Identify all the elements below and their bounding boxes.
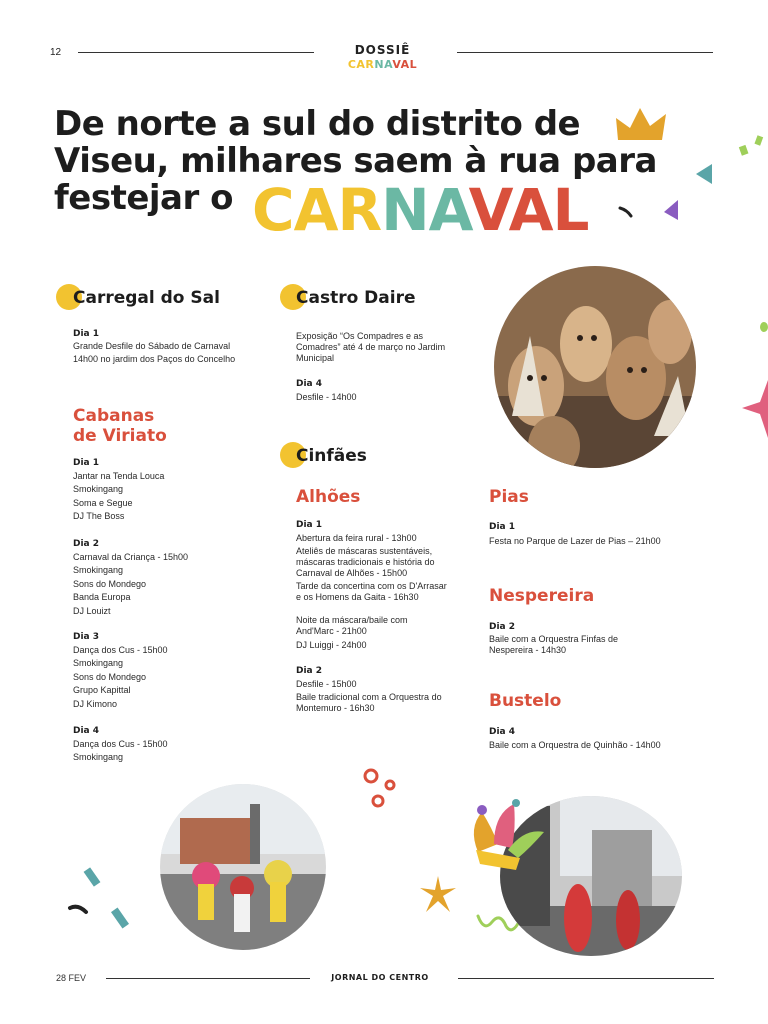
event-item: DJ Louizt	[73, 605, 111, 616]
apostrophe-icon	[618, 204, 634, 220]
event-item: Sons do Mondego	[73, 671, 147, 682]
alhoes-title: Alhões	[296, 487, 361, 507]
event-item: Soma e Segue	[73, 497, 133, 508]
event-item: Jantar na Tenda Louca	[73, 471, 165, 481]
headline-car: CAR	[252, 176, 382, 244]
triangle-purple-icon	[660, 198, 680, 222]
event-item: Smokingang	[73, 484, 124, 495]
footer-date: 28 FEV	[56, 973, 87, 983]
dot-green-icon	[756, 320, 768, 334]
alhoes-item: Baile tradicional com a Orquestra do Montemuro - 16h30	[296, 692, 442, 713]
bustelo-item: Baile com a Orquestra de Quinhão - 14h00	[489, 740, 661, 750]
alhoes-day1: Dia 1	[296, 520, 323, 530]
event-item: Smokingang	[73, 752, 124, 763]
event-item: Dança dos Cus - 15h00	[73, 739, 168, 749]
confetti-teal-icon	[66, 860, 140, 940]
alhoes-item: DJ Luiggi - 24h00	[296, 640, 367, 650]
cabanas-title-line1: Cabanas	[73, 406, 155, 426]
cabanas-title-line2: de Viriato	[73, 426, 167, 446]
cabanas-day-label: Dia 4	[73, 726, 100, 736]
nespereira-item: Baile com a Orquestra Finfas de Nespereira - 14h30	[489, 634, 619, 655]
cabanas-day-list	[73, 644, 168, 711]
cabanas-day-label: Dia 1	[73, 458, 100, 468]
confetti-green-icon	[738, 132, 768, 162]
carregal-day: Dia 1	[73, 329, 100, 339]
circles-red-icon	[360, 764, 400, 810]
page-number: 12	[50, 47, 62, 58]
section-word-car: CAR	[347, 58, 375, 71]
cabanas-day-list	[73, 551, 188, 618]
triangle-teal-icon	[694, 162, 714, 186]
nespereira-title: Nespereira	[489, 586, 595, 606]
carregal-line: Grande Desfile do Sábado de Carnaval	[73, 341, 231, 351]
headline-carnaval	[252, 176, 589, 244]
carregal-list	[73, 340, 235, 367]
alhoes-item: Tarde da concertina com os D'Arrasar e os Homens da Gaita - 16h30	[296, 581, 447, 602]
cabanas-title	[73, 406, 167, 446]
jester-hat-icon	[458, 798, 548, 874]
section-word	[325, 58, 440, 71]
section-header	[325, 43, 440, 71]
event-item: Smokingang	[73, 565, 124, 576]
headline-na: NA	[381, 176, 469, 244]
pias-title: Pias	[489, 487, 529, 507]
event-item: Banda Europa	[73, 592, 131, 603]
cabanas-day-label: Dia 3	[73, 632, 100, 642]
cabanas-day-list	[73, 738, 168, 765]
header-rule-right	[457, 52, 713, 53]
castro-item: Desfile - 14h00	[296, 392, 357, 402]
cabanas-day-label: Dia 2	[73, 539, 100, 549]
crown-icon	[614, 104, 670, 144]
header-rule-left	[78, 52, 314, 53]
headline: De norte a sul do distrito de Viseu, milhares saem à rua para festejar o	[54, 104, 657, 218]
castro-intro: Exposição “Os Compadres e as Comadres” até 4 de março no Jardim Municipal	[296, 331, 446, 363]
section-word-na: NA	[374, 58, 393, 71]
section-label: DOSSIÊ	[354, 43, 411, 57]
event-item: DJ The Boss	[73, 511, 125, 522]
event-item: Carnaval da Criança - 15h00	[73, 552, 189, 562]
footer-brand: JORNAL DO CENTRO	[331, 973, 429, 982]
carregal-title: Carregal do Sal	[73, 288, 220, 308]
footer-rule-right	[458, 978, 714, 979]
alhoes-item: Ateliês de máscaras sustentáveis, máscaras tradicionais e história do Carnaval de Alhões - 15h00	[296, 546, 435, 578]
alhoes-item: Desfile - 15h00	[296, 679, 357, 689]
alhoes-item: Abertura da feira rural - 13h00	[296, 533, 417, 543]
pias-day: Dia 1	[489, 522, 516, 532]
event-item: DJ Kimono	[73, 698, 118, 709]
castro-day: Dia 4	[296, 379, 323, 389]
star-orange-icon	[418, 874, 458, 914]
alhoes-item: Noite da máscara/baile com And'Marc - 21h00	[296, 615, 408, 636]
event-item: Smokingang	[73, 658, 124, 669]
bustelo-day: Dia 4	[489, 727, 516, 737]
cinfaes-title: Cinfães	[296, 446, 367, 466]
castro-title: Castro Daire	[296, 288, 416, 308]
cabanas-day-list	[73, 470, 164, 524]
footer-rule-left	[106, 978, 310, 979]
event-item: Grupo Kapittal	[73, 685, 131, 696]
star-pink-icon	[740, 378, 768, 440]
bustelo-title: Bustelo	[489, 691, 562, 711]
parade-photo	[160, 784, 326, 950]
event-item: Sons do Mondego	[73, 578, 147, 589]
headline-val: VAL	[468, 176, 589, 244]
pias-item: Festa no Parque de Lazer de Pias – 21h00	[489, 536, 661, 546]
section-word-val: VAL	[392, 58, 418, 71]
nespereira-day: Dia 2	[489, 622, 516, 632]
masks-photo	[494, 266, 696, 468]
event-item: Dança dos Cus - 15h00	[73, 645, 168, 655]
alhoes-day2: Dia 2	[296, 666, 323, 676]
carregal-line: 14h00 no jardim dos Paços do Concelho	[73, 354, 236, 365]
